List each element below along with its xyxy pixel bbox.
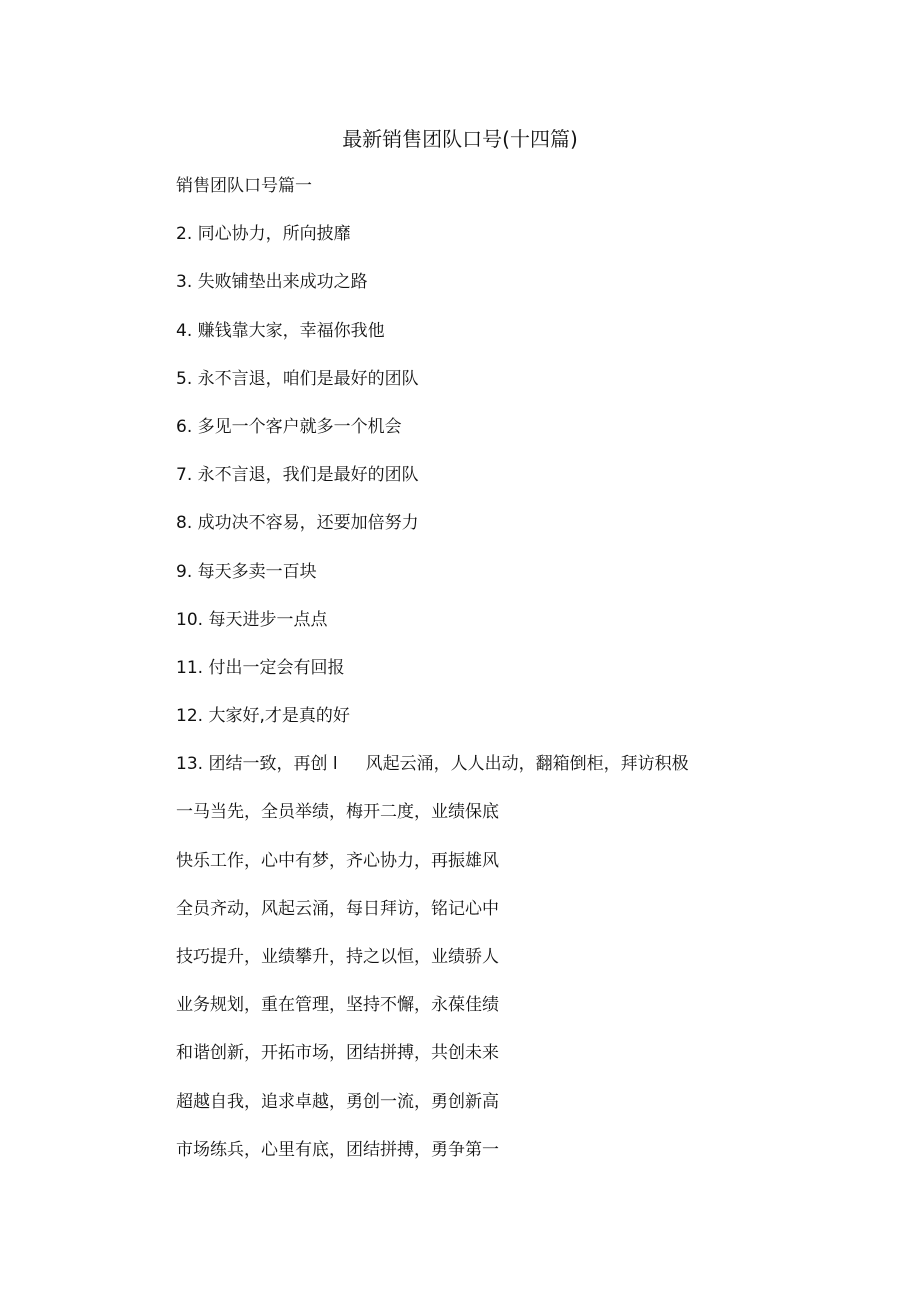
text-line-13-part2: 风起云涌，人人出动，翻箱倒柜，拜访积极 [365,754,689,775]
text-line: 市场练兵，心里有底，团结拼搏，勇争第一 [176,1139,499,1160]
text-line: 业务规划，重在管理，坚持不懈，永葆佳绩 [176,995,499,1016]
text-line: 一马当先，全员举绩，梅开二度，业绩保底 [176,802,499,823]
text-line-13 [176,750,896,798]
text-line: 6. 多见一个客户就多一个机会 [176,416,402,437]
text-line: 销售团队口号篇一 [176,176,312,196]
document-body [176,172,896,1184]
text-line: 3. 失败铺垫出来成功之路 [176,272,368,293]
text-line: 2. 同心协力，所向披靡 [176,224,351,245]
text-line: 4. 赚钱靠大家，幸福你我他 [176,320,385,341]
document-title: 最新销售团队口号(十四篇) [342,127,578,151]
text-line: 5. 永不言退，咱们是最好的团队 [176,368,419,389]
text-line: 11. 付出一定会有回报 [176,657,345,678]
text-line: 和谐创新，开拓市场，团结拼搏，共创未来 [176,1043,499,1064]
text-line: 技巧提升，业绩攀升，持之以恒，业绩骄人 [176,947,499,967]
text-line: 12. 大家好,才是真的好 [176,706,350,727]
text-line: 9. 每天多卖一百块 [176,561,317,582]
text-line: 8. 成功决不容易，还要加倍努力 [176,513,419,534]
text-line: 7. 永不言退，我们是最好的团队 [176,465,419,486]
text-line: 全员齐动，风起云涌，每日拜访，铭记心中 [176,898,499,919]
text-line-13-part1: 13. 团结一致，再创 l [176,754,338,775]
text-line: 10. 每天进步一点点 [176,609,328,630]
text-line: 超越自我，追求卓越，勇创一流，勇创新高 [176,1091,499,1112]
text-line: 快乐工作，心中有梦，齐心协力，再振雄风 [176,850,499,871]
